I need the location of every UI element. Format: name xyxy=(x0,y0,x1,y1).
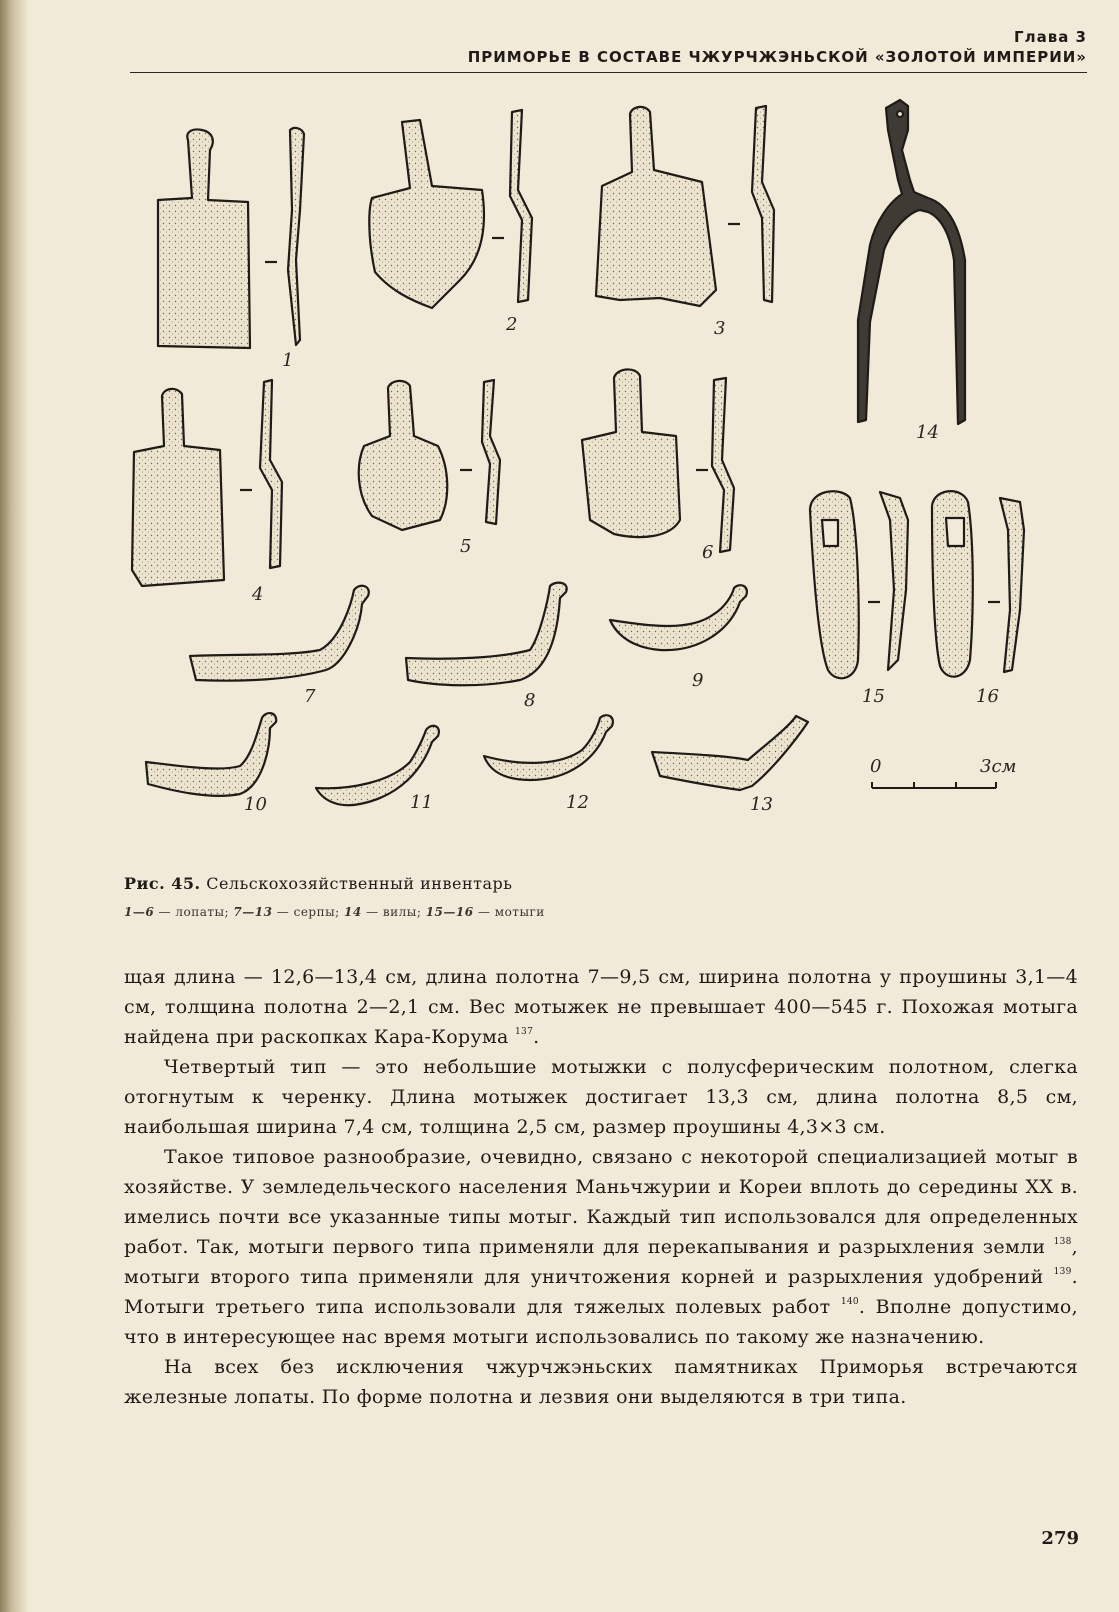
figure-label-7: 7 xyxy=(304,686,316,707)
body-text xyxy=(124,962,1078,1412)
paragraph-4: На всех без исключения чжурчжэньских памятниках Приморья встречаются железные лопаты. По форме полотна и лезвия они выделяются в три типа. xyxy=(124,1356,1078,1408)
footnote-ref-140: 140 xyxy=(840,1297,859,1307)
tools-drawing xyxy=(120,90,1080,860)
legend-range-hoes: 15—16 xyxy=(425,905,474,919)
sickle-12-drawing xyxy=(484,715,613,780)
chapter-title: ПРИМОРЬЕ В СОСТАВЕ ЧЖУРЧЖЭНЬСКОЙ «ЗОЛОТОЙ ИМПЕРИИ» xyxy=(467,48,1087,66)
figure-label-13: 13 xyxy=(750,794,773,815)
scale-start-label: 0 xyxy=(870,756,882,777)
figure-label-3: 3 xyxy=(714,318,726,339)
sickle-7-drawing xyxy=(190,586,369,681)
paragraph-1-end: . xyxy=(533,1026,540,1048)
spade-1-drawing xyxy=(158,128,304,348)
hoe-16-drawing xyxy=(932,491,1024,677)
hoe-15-drawing xyxy=(810,491,908,678)
pitchfork-14-drawing xyxy=(858,100,965,424)
figure-label-9: 9 xyxy=(692,670,704,691)
scale-bar xyxy=(872,782,996,788)
chapter-label: Глава 3 xyxy=(1014,28,1087,46)
sickle-13-drawing xyxy=(652,716,808,790)
legend-range-pitchfork: 14 xyxy=(344,905,362,919)
figure-label-2: 2 xyxy=(506,314,518,335)
paragraph-3-part-4: . Вполне допустимо, что в интересующее нас время мотыги использовались по такому же назначению. xyxy=(124,1296,1079,1348)
footnote-ref-139: 139 xyxy=(1053,1267,1072,1277)
spade-3-drawing xyxy=(596,106,774,306)
figure-label-12: 12 xyxy=(566,792,589,813)
figure-label-14: 14 xyxy=(916,422,939,443)
legend-range-spades: 1—6 xyxy=(124,905,155,919)
legend-range-sickles: 7—13 xyxy=(233,905,273,919)
figure-number: Рис. 45. xyxy=(124,874,201,893)
legend-text-spades: — лопаты; xyxy=(158,905,230,919)
figure-label-8: 8 xyxy=(524,690,536,711)
footnote-ref-138: 138 xyxy=(1053,1237,1072,1247)
figure-label-11: 11 xyxy=(410,792,433,813)
figure-legend xyxy=(124,905,545,919)
sickle-10-drawing xyxy=(146,713,276,796)
sickle-9-drawing xyxy=(610,585,747,650)
figure-caption xyxy=(124,874,512,893)
figure-label-15: 15 xyxy=(862,686,885,707)
spade-5-drawing xyxy=(359,380,500,530)
running-head xyxy=(468,28,1087,66)
paragraph-3-part-1: Такое типовое разнообразие, очевидно, связано с некоторой специализацией мотыг в хозяйстве. У земледельческого населения Маньчжурии и Кореи вплоть до середины XX в. имелись почти все указанные типы мотыг. Каждый тип использовался для определенных работ. Так, мотыги первого типа применяли для перекапывания и разрыхления земли xyxy=(124,1146,1078,1258)
spade-4-drawing xyxy=(132,380,282,586)
legend-text-pitchfork: — вилы; xyxy=(366,905,422,919)
figure-label-6: 6 xyxy=(702,542,714,563)
paragraph-1-text: щая длина — 12,6—13,4 см, длина полотна 7—9,5 см, ширина полотна у проушины 3,1—4 см, толщина полотна 2—2,1 см. Вес мотыжек не превышает 400—545 г. Похожая мотыга найдена при раскопках Кара-Корума xyxy=(124,966,1078,1048)
spade-2-drawing xyxy=(369,110,532,308)
figure-agricultural-tools xyxy=(120,90,1080,860)
paragraph-3-part-2: , мотыги второго типа применяли для уничтожения корней и разрыхления удобрений xyxy=(124,1236,1079,1288)
figure-label-4: 4 xyxy=(252,584,264,605)
figure-label-10: 10 xyxy=(244,794,267,815)
paragraph-2: Четвертый тип — это небольшие мотыжки с полусферическим полотном, слегка отогнутым к черенку. Длина мотыжек достигает 13,3 см, длина полотна 8,5 см, наибольшая ширина 7,4 см, толщина 2,5 см, размер проушины 4,3×3 см. xyxy=(124,1056,1078,1138)
figure-title: Сельскохозяйственный инвентарь xyxy=(206,874,513,893)
figure-label-1: 1 xyxy=(282,350,294,371)
page-number: 279 xyxy=(1041,1528,1079,1549)
book-spine-shadow xyxy=(0,0,28,1612)
header-rule xyxy=(130,72,1087,73)
figure-label-16: 16 xyxy=(976,686,999,707)
legend-text-sickles: — серпы; xyxy=(276,905,340,919)
footnote-ref-137: 137 xyxy=(515,1027,534,1037)
paragraph-3-part-3: . Мотыги третьего типа использовали для тяжелых полевых работ xyxy=(124,1266,1078,1318)
paragraph-3 xyxy=(124,1142,1078,1352)
paragraph-1 xyxy=(124,962,1078,1052)
sickle-8-drawing xyxy=(406,583,567,686)
spade-6-drawing xyxy=(582,369,734,552)
legend-text-hoes: — мотыги xyxy=(477,905,545,919)
scale-end-label: 3см xyxy=(980,756,1017,777)
figure-label-5: 5 xyxy=(460,536,472,557)
